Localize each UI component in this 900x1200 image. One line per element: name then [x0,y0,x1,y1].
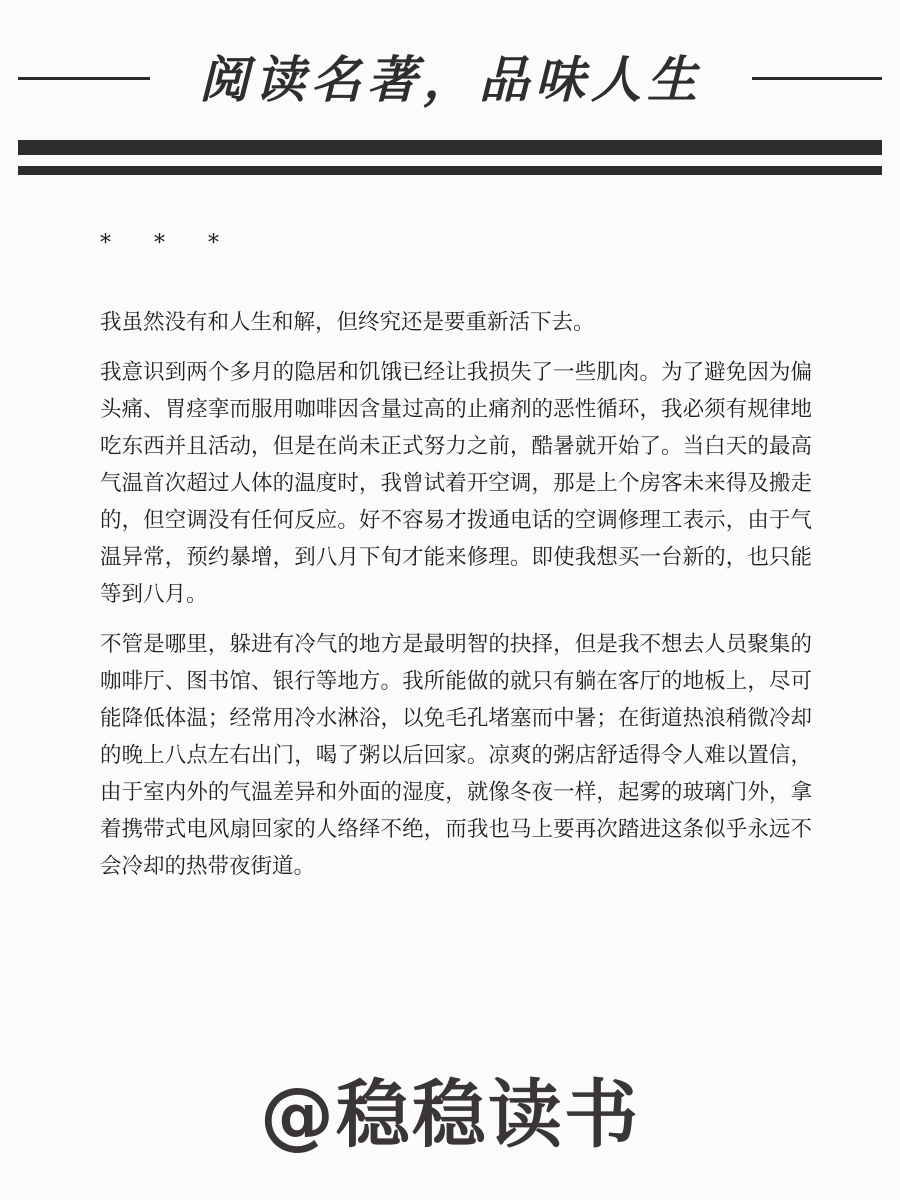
header-rule-right [752,77,882,80]
paragraph-1: 我虽然没有和人生和解，但终究还是要重新活下去。 [100,310,595,335]
article-body [100,226,812,898]
header-rule-left [18,77,150,80]
page-title: 阅读名著，品味人生 [199,51,703,109]
divider-bar-thin [18,166,882,175]
divider-bar-thick [18,140,882,155]
paragraph-3: 不管是哪里，躲进有冷气的地方是最明智的抉择，但是我不想去人员聚集的咖啡厅、图书馆、银行等地方。我所能做的就只有躺在客厅的地板上，尽可能降低体温；经常用冷水淋浴，以免毛孔堵塞而中暑；在街道热浪稍微冷却的晚上八点左右出门，喝了粥以后回家。凉爽的粥店舒适得令人难以置信，由于室内外的气温差异和外面的湿度，就像冬夜一样，起雾的玻璃门外，拿着携带式电风扇回家的人络绎不绝，而我也马上要再次踏进这条似乎永远不会冷却的热带夜街道。 [100,632,812,879]
brand-watermark: @稳稳读书 [260,1072,640,1158]
page-header [0,40,900,120]
section-separator: * * * [100,231,237,256]
paragraph-2: 我意识到两个多月的隐居和饥饿已经让我损失了一些肌肉。为了避免因为偏头痛、胃痉挛而服用咖啡因含量过高的止痛剂的恶性循环，我必须有规律地吃东西并且活动，但是在尚未正式努力之前，酷暑就开始了。当白天的最高气温首次超过人体的温度时，我曾试着开空调，那是上个房客未来得及搬走的，但空调没有任何反应。好不容易才拨通电话的空调修理工表示，由于气温异常，预约暴增，到八月下旬才能来修理。即使我想买一台新的，也只能等到八月。 [100,360,812,607]
